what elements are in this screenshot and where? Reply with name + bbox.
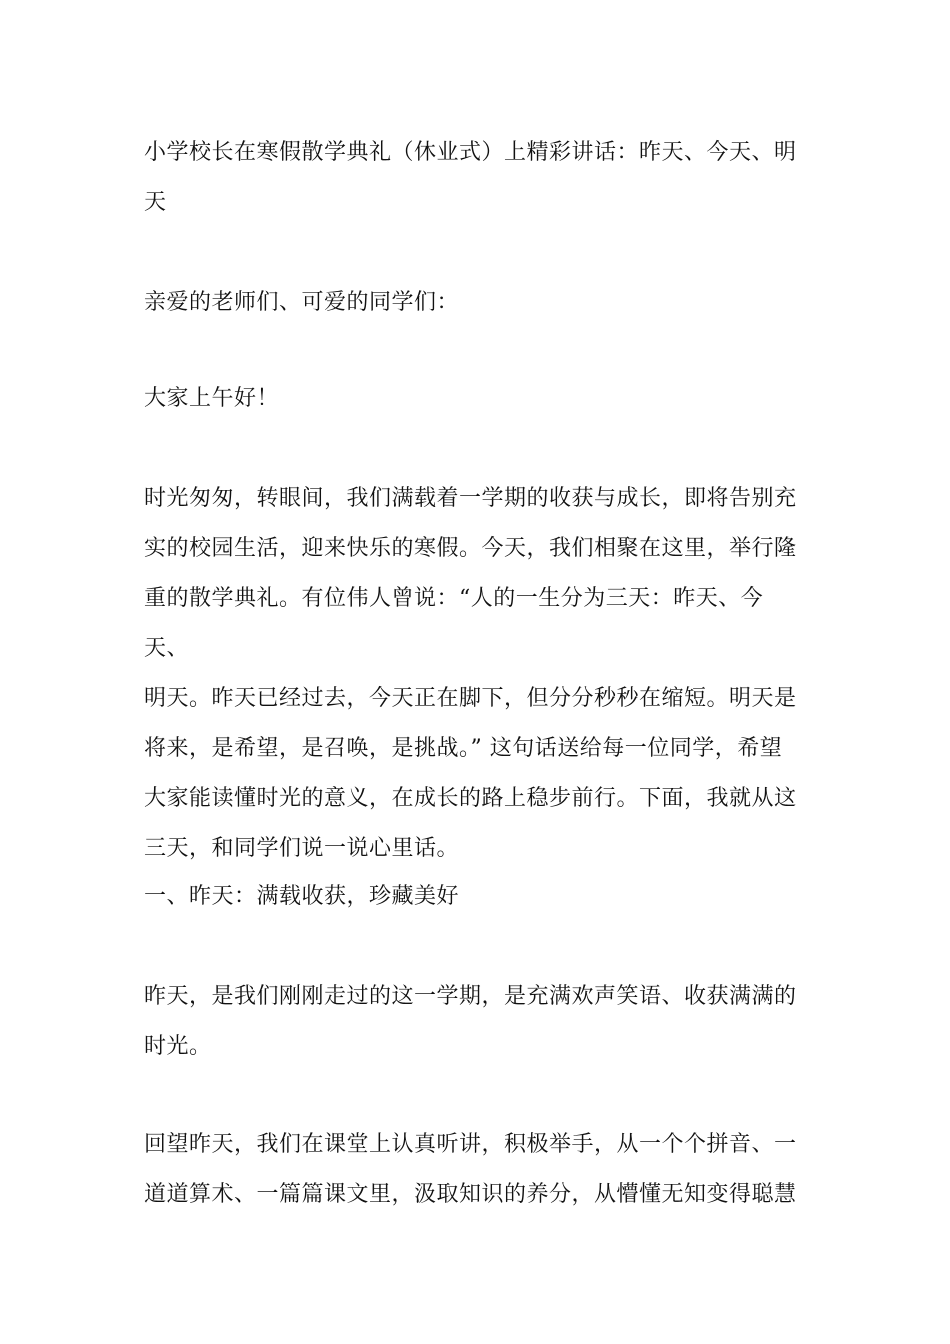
paragraph-line: 明天。昨天已经过去，今天正在脚下，但分分秒秒在缩短。明天是 [144,686,797,711]
title-line: 天 [144,190,167,215]
paragraph-line: 时光匆匆，转眼间，我们满载着一学期的收获与成长，即将告别充 [144,486,797,511]
document-title [144,128,808,228]
paragraph-line: 将来，是希望，是召唤，是挑战。” 这句话送给每一位同学，希望 [144,736,783,761]
greeting: 大家上午好！ [144,386,280,411]
paragraph-line: 回望昨天，我们在课堂上认真听讲，积极举手，从一个个拼音、一 [144,1132,797,1157]
intro-paragraph [144,474,808,874]
title-line: 小学校长在寒假散学典礼（休业式）上精彩讲话：昨天、今天、明 [144,140,797,165]
paragraph-line: 重的散学典礼。有位伟人曾说：“人的一生分为三天：昨天、今天、 [144,586,764,661]
paragraph-line: 实的校园生活，迎来快乐的寒假。今天，我们相聚在这里，举行隆 [144,536,797,561]
paragraph-line: 时光。 [144,1034,212,1059]
section1-paragraph-1 [144,972,808,1072]
salutation: 亲爱的老师们、可爱的同学们： [144,290,460,315]
paragraph-line: 昨天，是我们刚刚走过的这一学期，是充满欢声笑语、收获满满的 [144,984,797,1009]
paragraph-line: 道道算术、一篇篇课文里，汲取知识的养分，从懵懂无知变得聪慧 [144,1182,797,1207]
section1-paragraph-2 [144,1120,808,1220]
paragraph-line: 三天，和同学们说一说心里话。 [144,836,460,861]
paragraph-line: 大家能读懂时光的意义，在成长的路上稳步前行。下面，我就从这 [144,786,797,811]
section-heading: 一、昨天：满载收获，珍藏美好 [144,884,460,909]
